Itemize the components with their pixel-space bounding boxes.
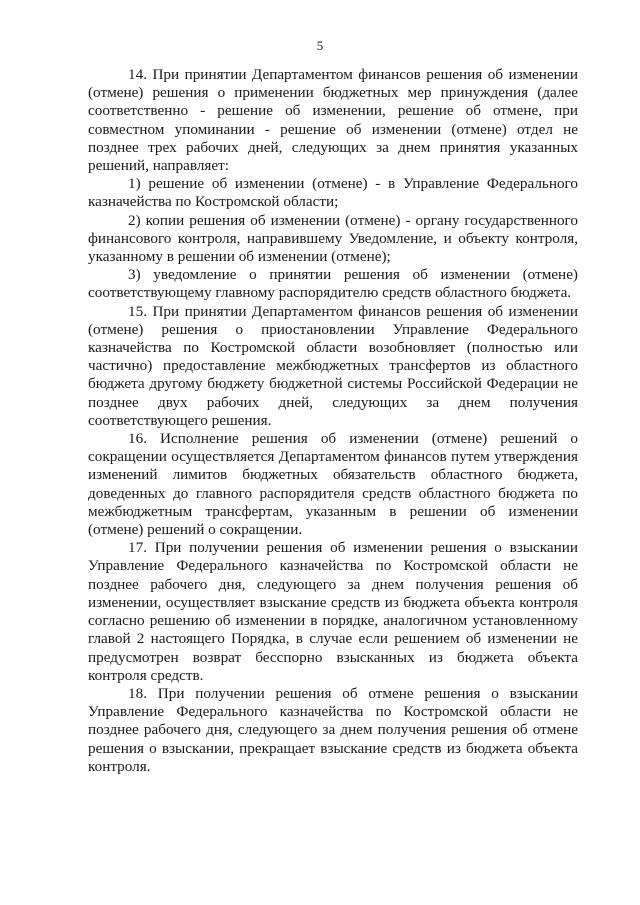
paragraph-17: 17. При получении решения об изменении решения о взыскании Управление Федерального казначейства по Костромской области не позднее рабочего дня, следующего за днем получения решения об изменении, осуществляет взыскание средств из бюджета объекта контроля согласно решению об изменении в порядке, аналогичном установленному главой 2 настоящего Порядка, в случае если решением об изменении не предусмотрен возврат бесспорно взысканных из бюджета объекта контроля средств. xyxy=(88,539,578,684)
paragraph-15: 15. При принятии Департаментом финансов решения об изменении (отмене) решения о приостановлении Управление Федерального казначейства по Костромской области возобновляет (полностью или частично) предоставление межбюджетных трансфертов из областного бюджета другому бюджету бюджетной системы Российской Федерации не позднее двух рабочих дней, следующих за днем получения соответствующего решения. xyxy=(88,302,578,429)
paragraph-14-item-3: 3) уведомление о принятии решения об изменении (отмене) соответствующему главному распорядителю средств областного бюджета. xyxy=(88,266,578,302)
paragraph-14-item-2: 2) копии решения об изменении (отмене) - органу государственного финансового контроля, направившему Уведомление, и объекту контроля, указанному в решении об изменении (отмене); xyxy=(88,211,578,266)
paragraph-14-item-1: 1) решение об изменении (отмене) - в Управление Федерального казначейства по Костромской области; xyxy=(88,175,578,211)
paragraph-18: 18. При получении решения об отмене решения о взыскании Управление Федерального казначейства по Костромской области не позднее рабочего дня, следующего за днем получения решения об отмене решения о взыскании, прекращает взыскание средств из бюджета объекта контроля. xyxy=(88,684,578,775)
paragraph-14: 14. При принятии Департаментом финансов решения об изменении (отмене) решения о применении бюджетных мер принуждения (далее соответственно - решение об изменении, решение об отмене, при совместном упоминании - решение об изменении (отмене) отдел не позднее трех рабочих дней, следующих за днем принятия указанных решений, направляет: xyxy=(88,66,578,175)
document-body xyxy=(88,66,578,776)
page-number: 5 xyxy=(316,38,324,53)
paragraph-16: 16. Исполнение решения об изменении (отмене) решений о сокращении осуществляется Департаментом финансов путем утверждения изменений лимитов бюджетных обязательств областного бюджета, доведенных до главного распорядителя средств областного бюджета по межбюджетным трансфертам, указанным в решении об изменении (отмене) решений о сокращении. xyxy=(88,430,578,539)
